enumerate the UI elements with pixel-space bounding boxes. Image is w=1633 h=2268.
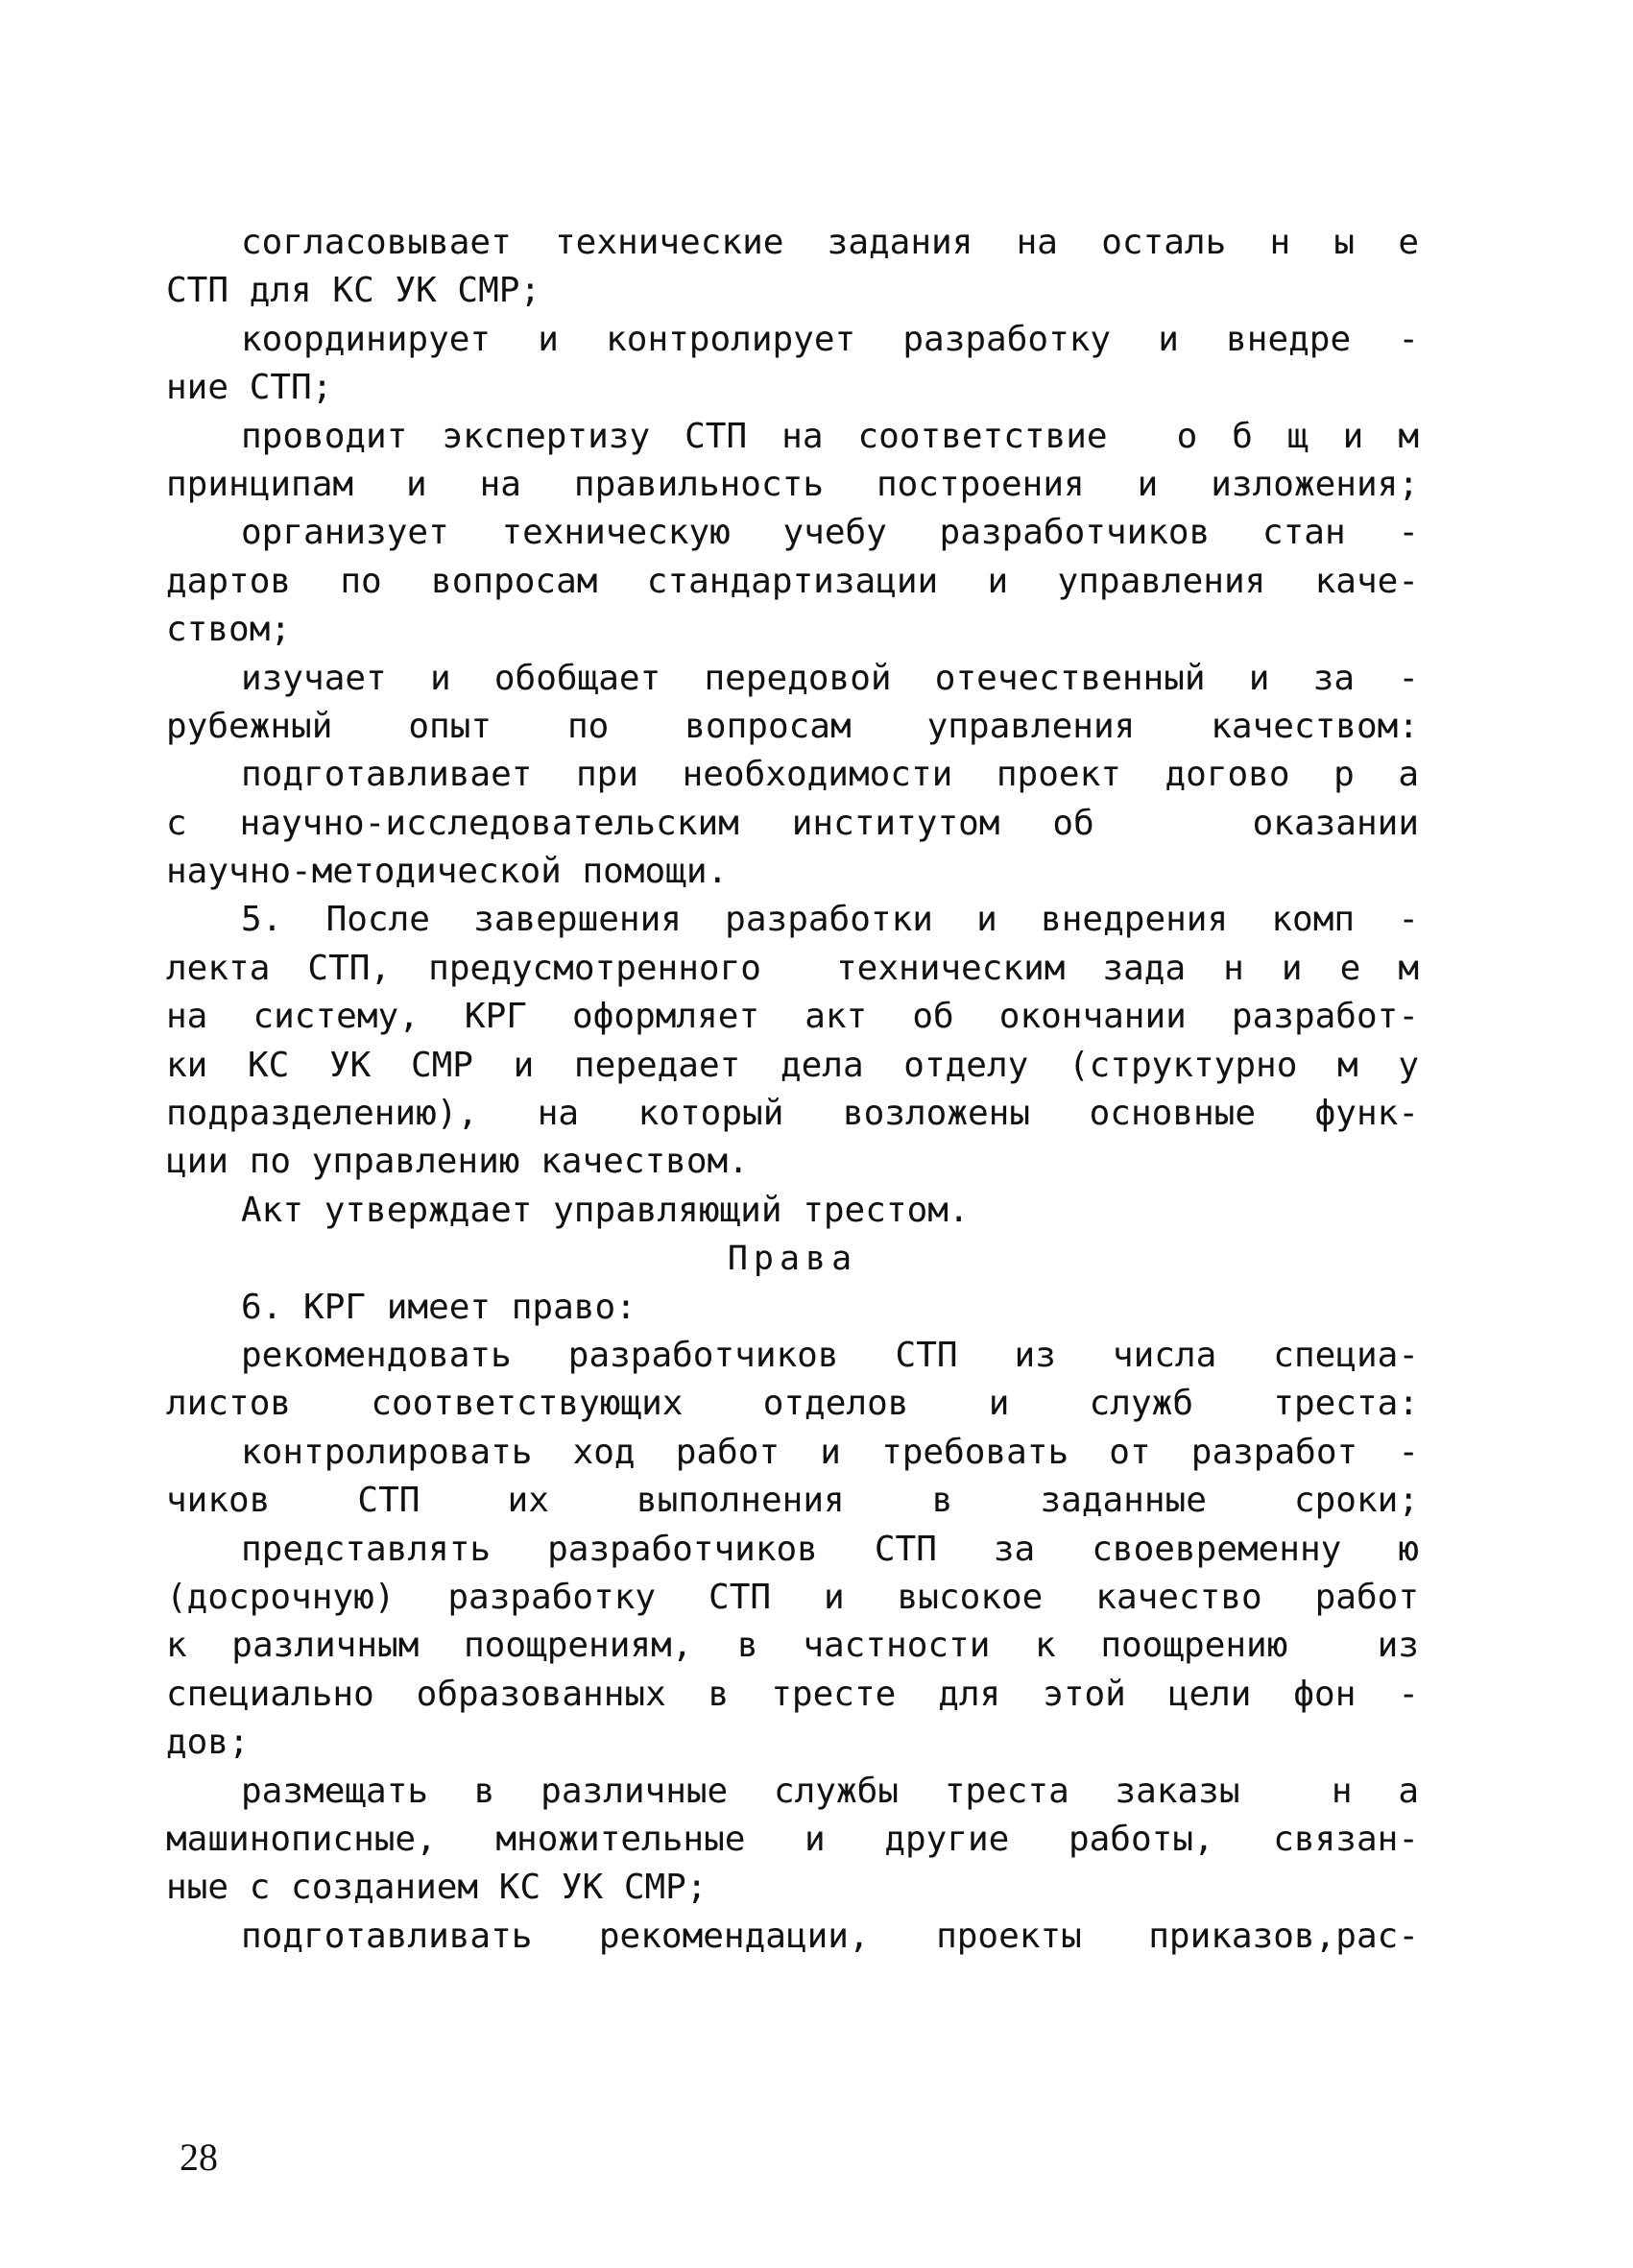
text-line: ние СТП;: [166, 368, 333, 408]
text-line: лекта СТП, предусмотренного техническим зада н и е м: [166, 948, 1419, 988]
text-line: ции по управлению качеством.: [166, 1142, 749, 1182]
body-text: [166, 219, 1419, 1961]
text-line: размещать в различные службы треста заказы н а: [241, 1771, 1419, 1811]
text-line: научно-методической помощи.: [166, 852, 729, 892]
text-line: координирует и контролирует разработку и внедре -: [241, 319, 1419, 359]
text-line: ные с созданием КС УК СМР;: [166, 1868, 708, 1908]
text-line: подготавливать рекомендации, проекты приказов,рас-: [241, 1916, 1419, 1956]
text-line: рубежный опыт по вопросам управления качеством:: [166, 706, 1419, 746]
text-line: на систему, КРГ оформляет акт об окончании разработ-: [166, 997, 1419, 1037]
text-line: специально образованных в тресте для этой цели фон -: [166, 1674, 1419, 1714]
text-line: СТП для КС УК СМР;: [166, 271, 541, 311]
text-line: дартов по вопросам стандартизации и управления каче-: [166, 561, 1419, 601]
section-heading: Права: [727, 1240, 858, 1279]
text-line: ки КС УК СМР и передает дела отделу (структурно м у: [166, 1045, 1419, 1085]
text-line: 6. КРГ имеет право:: [241, 1287, 636, 1327]
text-line: проводит экспертизу СТП на соответствие о б щ и м: [241, 416, 1419, 456]
text-line: контролировать ход работ и требовать от разработ -: [241, 1432, 1419, 1472]
text-line: дов;: [166, 1723, 250, 1763]
text-line: рекомендовать разработчиков СТП из числа специа-: [241, 1335, 1419, 1375]
text-line: ством;: [166, 610, 292, 650]
text-line: согласовывает технические задания на осталь н ы е: [241, 223, 1419, 262]
text-line: машинописные, множительные и другие работы, связан-: [166, 1819, 1419, 1859]
text-line: подразделению), на который возложены основные функ-: [166, 1094, 1419, 1134]
page-number: 28: [180, 2135, 218, 2179]
text-line: Акт утверждает управляющий трестом.: [241, 1190, 970, 1230]
text-line: к различным поощрениям, в частности к поощрению из: [166, 1626, 1419, 1666]
text-line: листов соответствующих отделов и служб треста:: [166, 1384, 1419, 1424]
text-line: подготавливает при необходимости проект догово р а: [241, 755, 1419, 795]
text-line: 5. После завершения разработки и внедрения комп -: [241, 900, 1419, 940]
text-line: изучает и обобщает передовой отечественный и за -: [241, 658, 1419, 698]
text-line: представлять разработчиков СТП за своевременну ю: [241, 1529, 1419, 1569]
text-line: с научно-исследовательским институтом об оказании: [166, 803, 1419, 843]
text-line: организует техническую учебу разработчиков стан -: [241, 513, 1419, 553]
text-line: принципам и на правильность построения и изложения;: [166, 464, 1419, 504]
text-line: чиков СТП их выполнения в заданные сроки;: [166, 1481, 1419, 1521]
text-line: (досрочную) разработку СТП и высокое качество работ: [166, 1577, 1419, 1617]
